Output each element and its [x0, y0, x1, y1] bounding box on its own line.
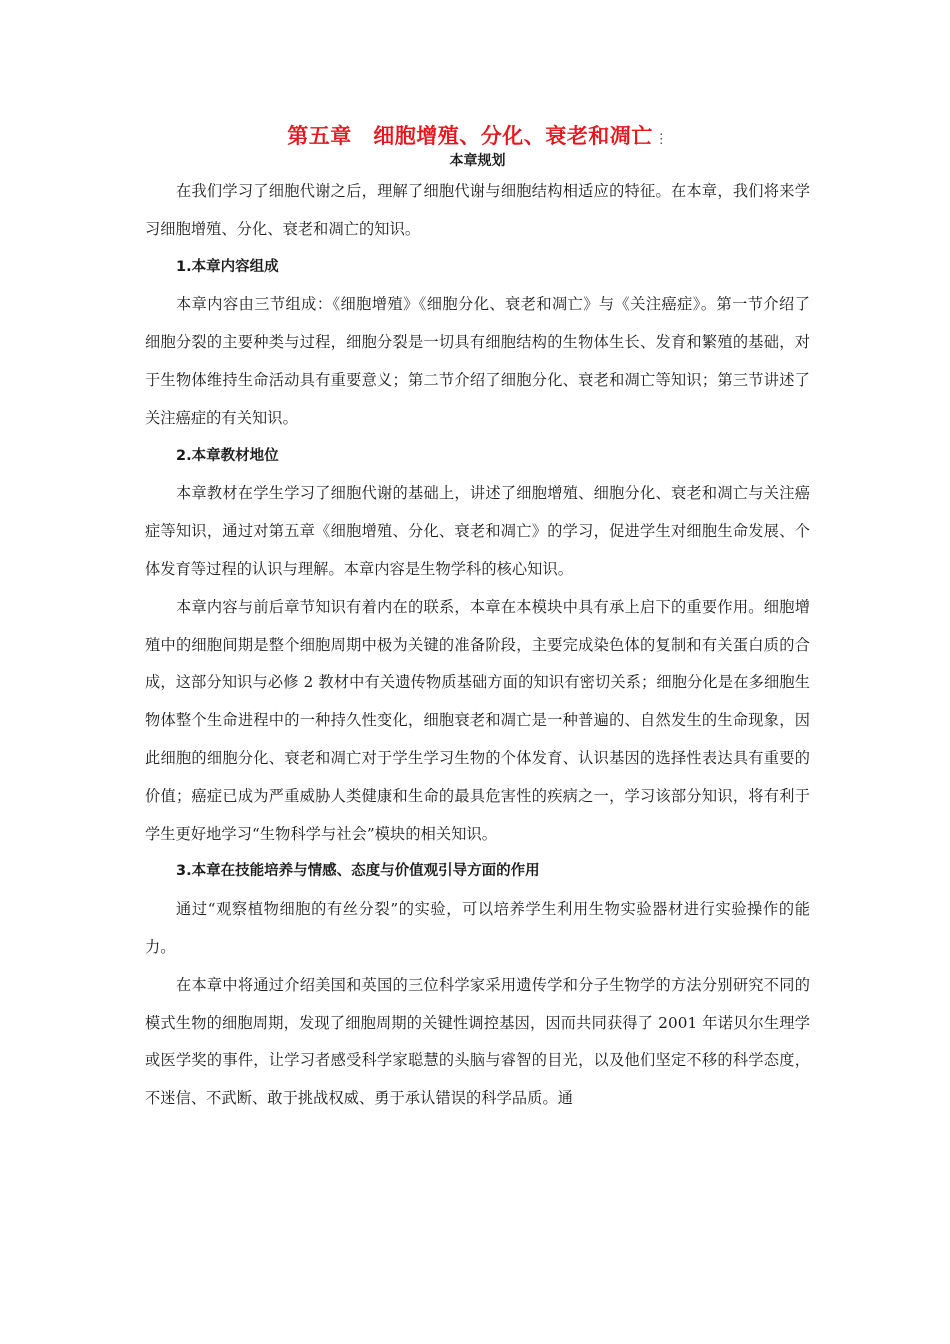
chapter-title: 第五章 细胞增殖、分化、衰老和凋亡: [287, 124, 653, 148]
body-paragraph: 本章内容与前后章节知识有着内在的联系，本章在本模块中具有承上启下的重要作用。细胞增殖中的细胞间期是整个细胞周期中极为关键的准备阶段，主要完成染色体的复制和有关蛋白质的合成，这部分知识与必修 2 教材中有关遗传物质基础方面的知识有密切关系；细胞分化是在多细胞生物体整个生命进程中的一种持久性变化，细胞衰老和凋亡是一种普遍的、自然发生的生命现象，因此细胞的细胞分化、衰老和凋亡对于学生学习生物的个体发育、认识基因的选择性表达具有重要的价值；癌症已成为严重威胁人类健康和生命的最具危害性的疾病之一，学习该部分知识，将有利于学生更好地学习“生物科学与社会”模块的相关知识。: [145, 597, 810, 843]
body-paragraph: 在本章中将通过介绍美国和英国的三位科学家采用遗传学和分子生物学的方法分别研究不同的模式生物的细胞周期，发现了细胞周期的关键性调控基因，因而共同获得了 2001 年诺贝尔生理学或医学奖的事件，让学习者感受科学家聪慧的头脑与睿智的目光，以及他们坚定不移的科学态度，不迷信、不武断、敢于挑战权威、勇于承认错误的科学品质。通: [145, 975, 810, 1108]
title-marker: ⋮: [654, 132, 668, 147]
section-heading: 2.本章教材地位: [176, 447, 279, 464]
body-paragraph: 通过“观察植物细胞的有丝分裂”的实验，可以培养学生利用生物实验器材进行实验操作的能力。: [145, 900, 810, 956]
document-page: [145, 118, 810, 1118]
chapter-title-row: [145, 118, 810, 154]
chapter-subtitle: 本章规划: [449, 153, 506, 169]
body-paragraph: 本章教材在学生学习了细胞代谢的基础上，讲述了细胞增殖、细胞分化、衰老和凋亡与关注癌症等知识，通过对第五章《细胞增殖、分化、衰老和凋亡》的学习，促进学生对细胞生命发展、个体发育等过程的认识与理解。本章内容是生物学科的核心知识。: [145, 484, 810, 578]
body-paragraph: 本章内容由三节组成：《细胞增殖》《细胞分化、衰老和凋亡》与《关注癌症》。第一节介绍了细胞分裂的主要种类与过程，细胞分裂是一切具有细胞结构的生物体生长、发育和繁殖的基础，对于生物体维持生命活动具有重要意义；第二节介绍了细胞分化、衰老和凋亡等知识；第三节讲述了关注癌症的有关知识。: [145, 295, 810, 427]
intro-paragraph: 在我们学习了细胞代谢之后，理解了细胞代谢与细胞结构相适应的特征。在本章，我们将来学习细胞增殖、分化、衰老和凋亡的知识。: [145, 182, 810, 238]
section-heading: 3.本章在技能培养与情感、态度与价值观引导方面的作用: [176, 863, 540, 880]
section-heading: 1.本章内容组成: [176, 258, 279, 275]
